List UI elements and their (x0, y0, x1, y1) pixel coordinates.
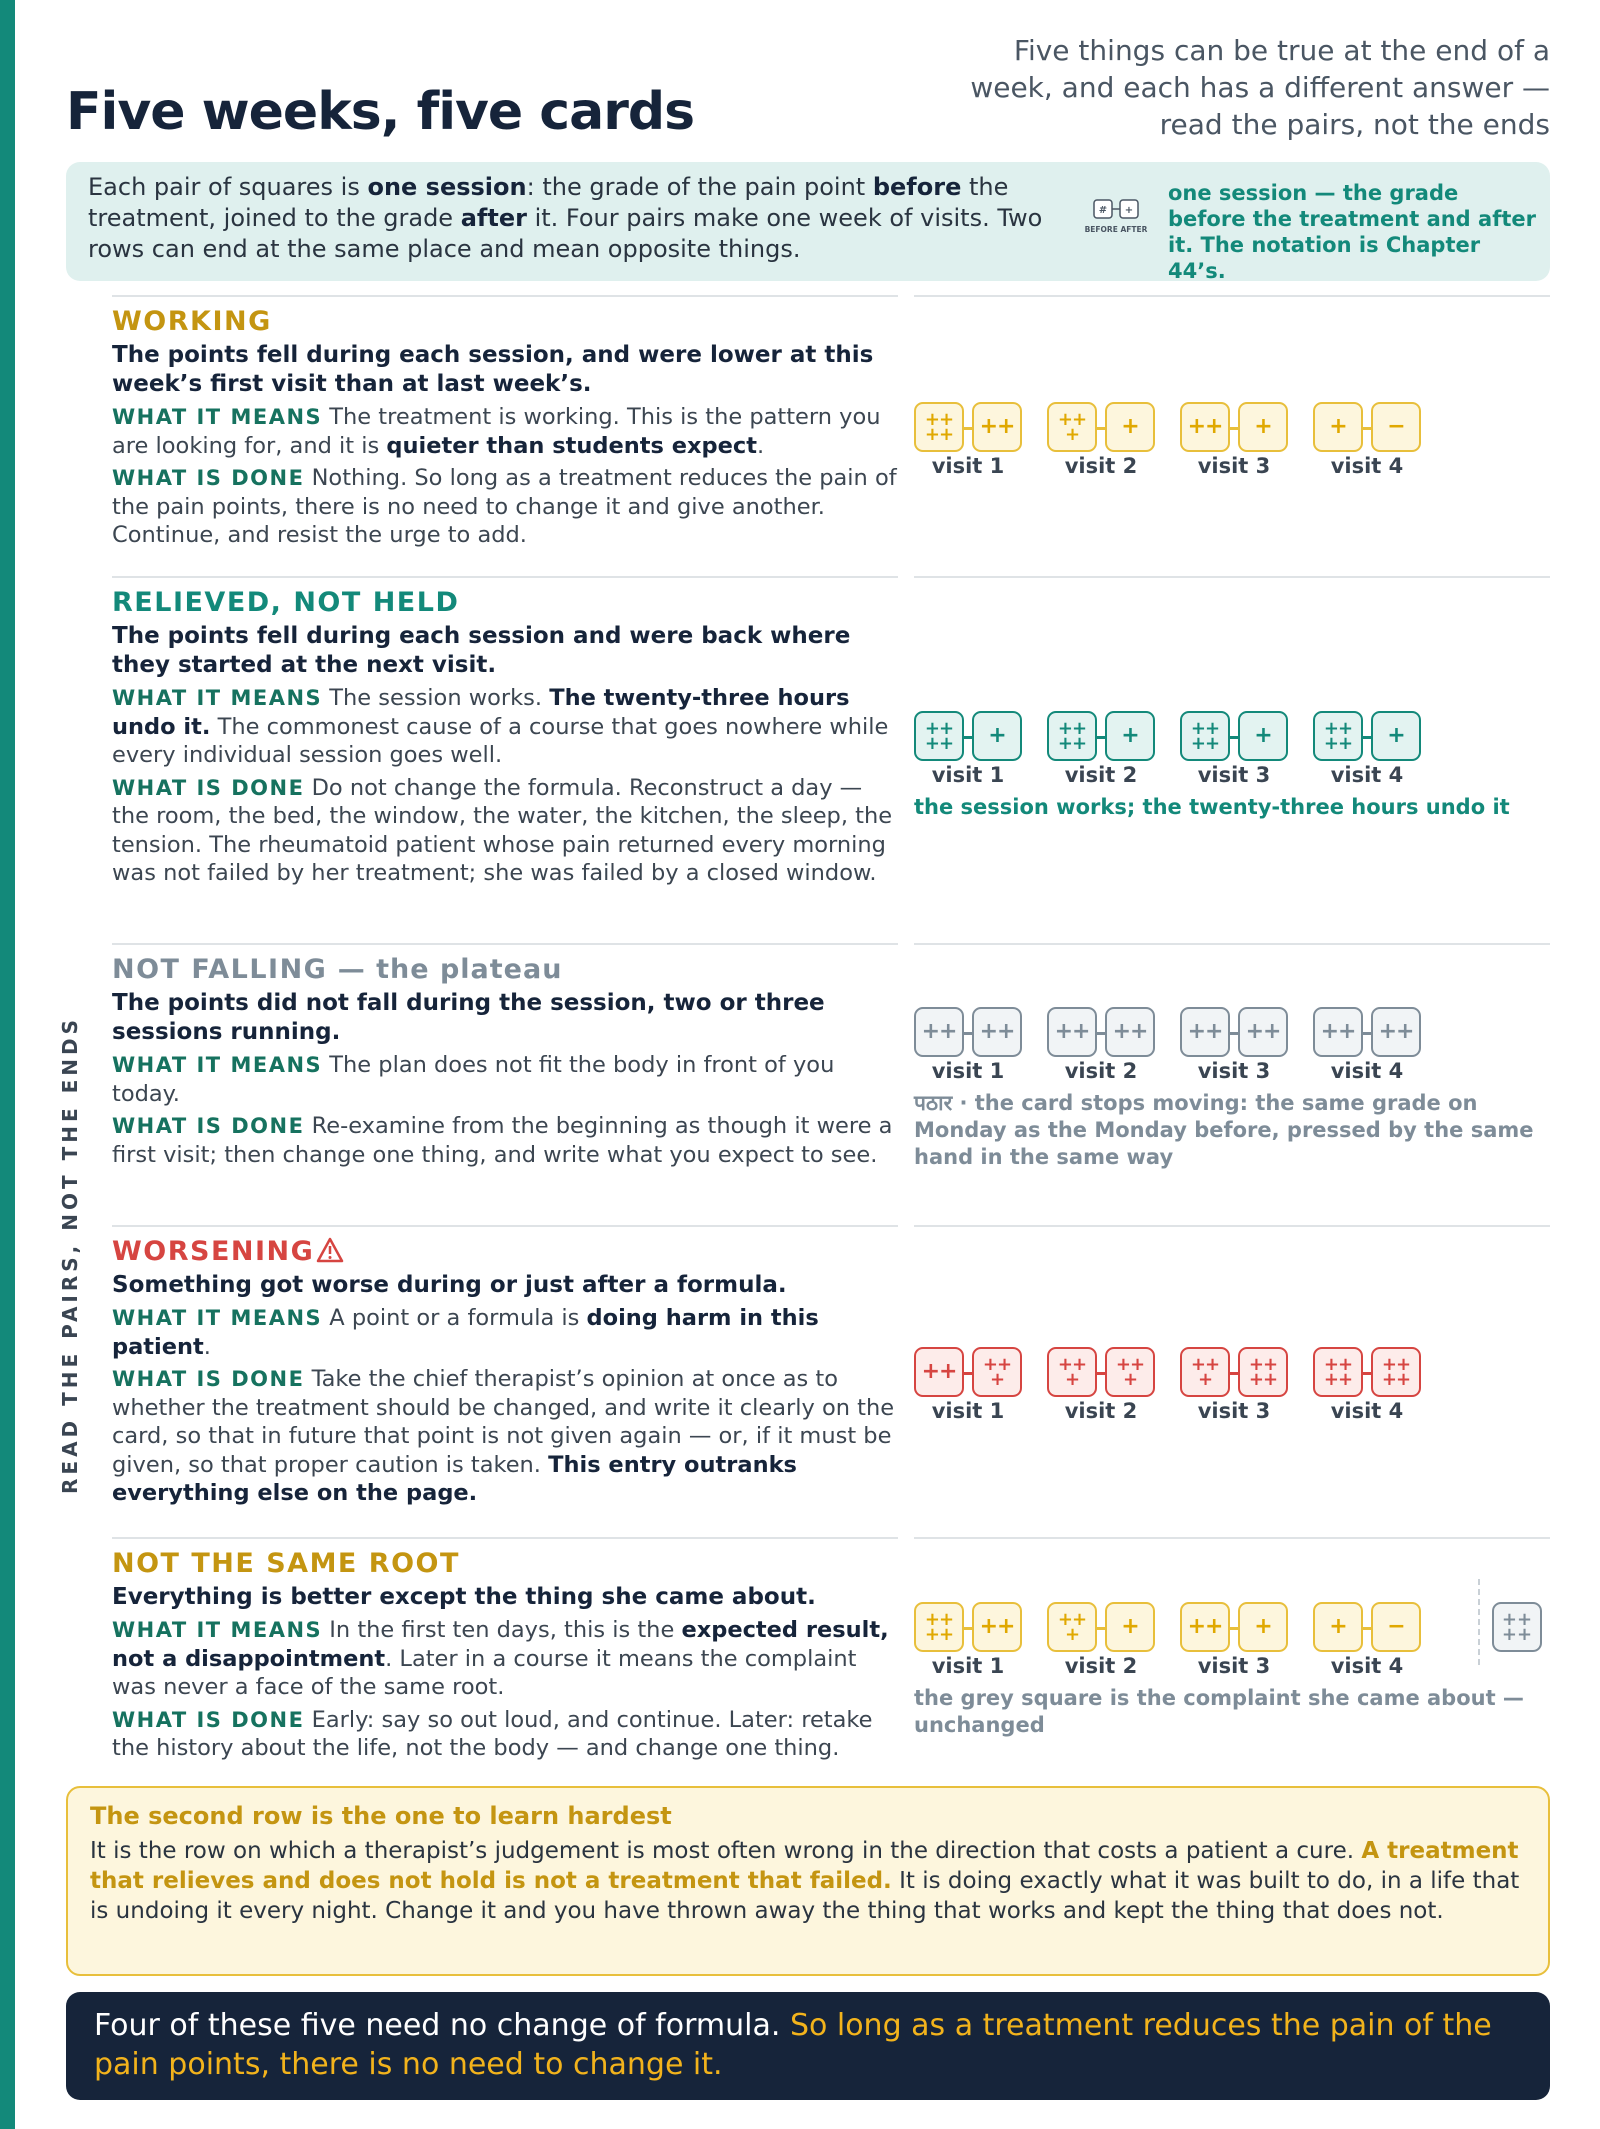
visit-card (1313, 711, 1433, 791)
svg-text:#: # (1098, 205, 1108, 216)
visit-label: visit 1 (931, 763, 1005, 787)
callout-box (66, 1786, 1550, 1976)
grade-after-square: ++ (972, 1602, 1022, 1652)
what-it-means: WHAT IT MEANS The treatment is working. This is the pattern you are looking for, and it is quieter than students expect. (112, 404, 881, 459)
visit-card (914, 1347, 1034, 1427)
grade-before-square: ++ ++ (1180, 711, 1230, 761)
grade-before-square: ++ ++ (1313, 1347, 1363, 1397)
visit-card (914, 711, 1034, 791)
visit-card (1180, 402, 1300, 482)
pair-link (964, 1627, 972, 1630)
row-text (112, 303, 902, 554)
grade-before-square: ++ (1047, 1007, 1097, 1057)
row-text (112, 1545, 902, 1767)
pair-link (1097, 1627, 1105, 1630)
row-heading: WORSENING (112, 1233, 902, 1271)
visit-card (1180, 1347, 1300, 1427)
what-is-done: WHAT IS DONE Take the chief therapist’s opinion at once as to whether the treatment should be changed, and write it clearly on the card, so that in future that point is not given again — or, if it must be given, so that proper caution is taken. This entry outranks everything else on the page. (112, 1366, 895, 1506)
visit-label: visit 2 (1064, 1059, 1138, 1083)
pair-link (964, 1032, 972, 1035)
pair-link (1097, 1032, 1105, 1035)
grade-after-square: ++ (972, 1007, 1022, 1057)
visit-label: visit 1 (931, 1654, 1005, 1678)
grade-after-square: + (1105, 402, 1155, 452)
row-lead: The points fell during each session, and were lower at this week’s first visit than at last week’s. (112, 342, 874, 397)
footer-text: Four of these five need no change of formula. So long as a treatment reduces the pain of the pain points, there is no need to change it. (94, 2008, 1492, 2082)
visit-label: visit 4 (1330, 1059, 1404, 1083)
what-it-means: WHAT IT MEANS A point or a formula is doing harm in this patient. (112, 1305, 819, 1360)
grade-after-square: + (1105, 1602, 1155, 1652)
visit-card (1047, 1602, 1167, 1682)
what-is-done: WHAT IS DONE Do not change the formula. Reconstruct a day — the room, the bed, the window, the water, the kitchen, the sleep, the tension. The rheumatoid patient whose pain returned every morning was not failed by her treatment; she was failed by a closed window. (112, 774, 893, 886)
divider (1478, 1579, 1480, 1665)
row-heading: RELIEVED, NOT HELD (112, 587, 460, 618)
grade-after-square: ++ (1371, 1007, 1421, 1057)
visit-label: visit 4 (1330, 1399, 1404, 1423)
grade-after-square: ++ + (1105, 1347, 1155, 1397)
visit-label: visit 4 (1330, 763, 1404, 787)
row-lead: Something got worse during or just after a formula. (112, 1272, 787, 1298)
visit-card (914, 402, 1034, 482)
row-lead: The points fell during each session and were back where they started at the next visit. (112, 623, 851, 678)
grade-before-square: + (1313, 1602, 1363, 1652)
callout-text: It is the row on which a therapist’s judgement is most often wrong in the direction that costs a patient a cure. A treatment that relieves and does not hold is not a treatment that failed. It is doing exactly what it was built to do, in a life that is undoing it every night. Change it and you have thrown away the thing that works and kept the thing that does not. (90, 1838, 1520, 1924)
intro-note: one session — the grade before the treatment and after it. The notation is Chapter 44’s. (1168, 181, 1536, 283)
grade-before-square: ++ (1180, 402, 1230, 452)
diagram-label: BEFORE AFTER (1084, 225, 1148, 234)
what-it-means: WHAT IT MEANS The session works. The twenty-three hours undo it. The commonest cause of a course that goes nowhere while every individual session goes well. (112, 685, 889, 768)
visit-label: visit 1 (931, 454, 1005, 478)
row-lead: Everything is better except the thing she came about. (112, 1584, 816, 1610)
visit-label: visit 1 (931, 1059, 1005, 1083)
complaint-square: ++ ++ (1492, 1602, 1542, 1652)
visit-label: visit 2 (1064, 1654, 1138, 1678)
divider (112, 943, 898, 945)
what-is-done: WHAT IS DONE Early: say so out loud, and continue. Later: retake the history about the life, not the body — and change one thing. (112, 1706, 873, 1761)
session-pair-diagram (1066, 196, 1166, 246)
pair-link (1230, 1372, 1238, 1375)
what-is-done: WHAT IS DONE Re-examine from the beginning as though it were a first visit; then change one thing, and write what you expect to see. (112, 1113, 893, 1168)
divider (112, 576, 898, 578)
row-caption: पठार · the card stops moving: the same grade on Monday as the Monday before, pressed by the same hand in the same way (914, 1091, 1534, 1169)
visit-label: visit 1 (931, 1399, 1005, 1423)
side-label: READ THE PAIRS, NOT THE ENDS (58, 1016, 82, 1494)
visit-label: visit 4 (1330, 454, 1404, 478)
grade-after-square: + (1238, 402, 1288, 452)
page-subtitle: Five things can be true at the end of a week, and each has a different answer — read the pairs, not the ends (970, 34, 1550, 141)
pair-link (1363, 1032, 1371, 1035)
grade-before-square: + (1313, 402, 1363, 452)
grade-before-square: ++ + (1047, 402, 1097, 452)
visit-label: visit 3 (1197, 1399, 1271, 1423)
visit-card (1047, 402, 1167, 482)
grade-before-square: ++ ++ (1313, 711, 1363, 761)
grade-before-square: ++ (1313, 1007, 1363, 1057)
what-it-means: WHAT IT MEANS In the first ten days, this is the expected result, not a disappointment. Later in a course it means the complaint was never a face of the same root. (112, 1617, 889, 1700)
pair-link (964, 427, 972, 430)
what-is-done: WHAT IS DONE Nothing. So long as a treatment reduces the pain of the pain points, there is no need to change it and give another. Continue, and resist the urge to add. (112, 465, 897, 548)
pair-link (1230, 1032, 1238, 1035)
divider (914, 1225, 1550, 1227)
grade-after-square: ++ + (972, 1347, 1022, 1397)
divider (914, 295, 1550, 297)
visit-card (914, 1007, 1034, 1087)
visit-label: visit 3 (1197, 1654, 1271, 1678)
grade-after-square: ++ (1238, 1007, 1288, 1057)
row-lead: The points did not fall during the session, two or three sessions running. (112, 990, 825, 1045)
divider (914, 943, 1550, 945)
visit-label: visit 3 (1197, 763, 1271, 787)
callout-title: The second row is the one to learn hardest (90, 1802, 672, 1830)
pair-link (964, 1372, 972, 1375)
visit-card (1180, 1007, 1300, 1087)
visit-label: visit 2 (1064, 454, 1138, 478)
divider (112, 1537, 898, 1539)
pair-link (1097, 1372, 1105, 1375)
row-caption: the grey square is the complaint she came about — unchanged (914, 1686, 1524, 1737)
divider (914, 1537, 1550, 1539)
divider (112, 295, 898, 297)
divider (112, 1225, 898, 1227)
grade-after-square: − (1371, 402, 1421, 452)
grade-before-square: ++ ++ (914, 402, 964, 452)
grade-after-square: ++ ++ (1238, 1347, 1288, 1397)
visit-card (1047, 711, 1167, 791)
grade-before-square: ++ (1180, 1602, 1230, 1652)
intro-text: Each pair of squares is one session: the grade of the pain point before the treatment, joined to the grade after it. Four pairs make one week of visits. Two rows can end at the same place and mean opposite things. (88, 173, 1043, 263)
row-caption: the session works; the twenty-three hours undo it (914, 795, 1510, 819)
visit-card (1047, 1347, 1167, 1427)
grade-before-square: ++ + (1047, 1347, 1097, 1397)
grade-after-square: ++ (1105, 1007, 1155, 1057)
visit-label: visit 4 (1330, 1654, 1404, 1678)
row-heading: NOT FALLING — the plateau (112, 954, 563, 985)
row-text (112, 584, 902, 892)
pair-link (1230, 1627, 1238, 1630)
grade-after-square: − (1371, 1602, 1421, 1652)
visit-card (1313, 1347, 1433, 1427)
what-it-means: WHAT IT MEANS The plan does not fit the body in front of you today. (112, 1052, 835, 1107)
page-title: Five weeks, five cards (66, 82, 695, 142)
grade-before-square: ++ ++ (1047, 711, 1097, 761)
warning-icon (316, 1237, 344, 1263)
row-text (112, 951, 902, 1173)
grade-after-square: + (972, 711, 1022, 761)
pair-link (1230, 736, 1238, 739)
grade-before-square: ++ ++ (914, 711, 964, 761)
grade-after-square: ++ (972, 402, 1022, 452)
grade-after-square: + (1105, 711, 1155, 761)
visit-label: visit 2 (1064, 1399, 1138, 1423)
pair-link (1363, 1627, 1371, 1630)
visit-card (914, 1602, 1034, 1682)
grade-after-square: + (1238, 1602, 1288, 1652)
divider (914, 576, 1550, 578)
grade-before-square: ++ + (1047, 1602, 1097, 1652)
visit-card (1313, 1602, 1433, 1682)
pair-link (1363, 1372, 1371, 1375)
pair-link (964, 736, 972, 739)
grade-after-square: ++ ++ (1371, 1347, 1421, 1397)
visit-label: visit 2 (1064, 763, 1138, 787)
pair-link (1230, 427, 1238, 430)
grade-before-square: ++ (914, 1347, 964, 1397)
intro-box (66, 162, 1550, 281)
pair-link (1363, 736, 1371, 739)
visit-card (1047, 1007, 1167, 1087)
pair-link (1097, 427, 1105, 430)
grade-after-square: + (1238, 711, 1288, 761)
grade-before-square: ++ (1180, 1007, 1230, 1057)
visit-label: visit 3 (1197, 454, 1271, 478)
visit-card (1180, 1602, 1300, 1682)
grade-before-square: ++ ++ (914, 1602, 964, 1652)
svg-text:+: + (1124, 205, 1134, 216)
row-heading: WORKING (112, 306, 272, 337)
row-heading: NOT THE SAME ROOT (112, 1548, 460, 1579)
grade-before-square: ++ + (1180, 1347, 1230, 1397)
pair-link (1097, 736, 1105, 739)
left-accent-bar (0, 0, 15, 2129)
grade-before-square: ++ (914, 1007, 964, 1057)
visit-label: visit 3 (1197, 1059, 1271, 1083)
footer-banner (66, 1992, 1550, 2100)
pair-link (1363, 427, 1371, 430)
visit-card (1180, 711, 1300, 791)
visit-card (1313, 402, 1433, 482)
row-text (112, 1233, 902, 1512)
grade-after-square: + (1371, 711, 1421, 761)
visit-card (1313, 1007, 1433, 1087)
